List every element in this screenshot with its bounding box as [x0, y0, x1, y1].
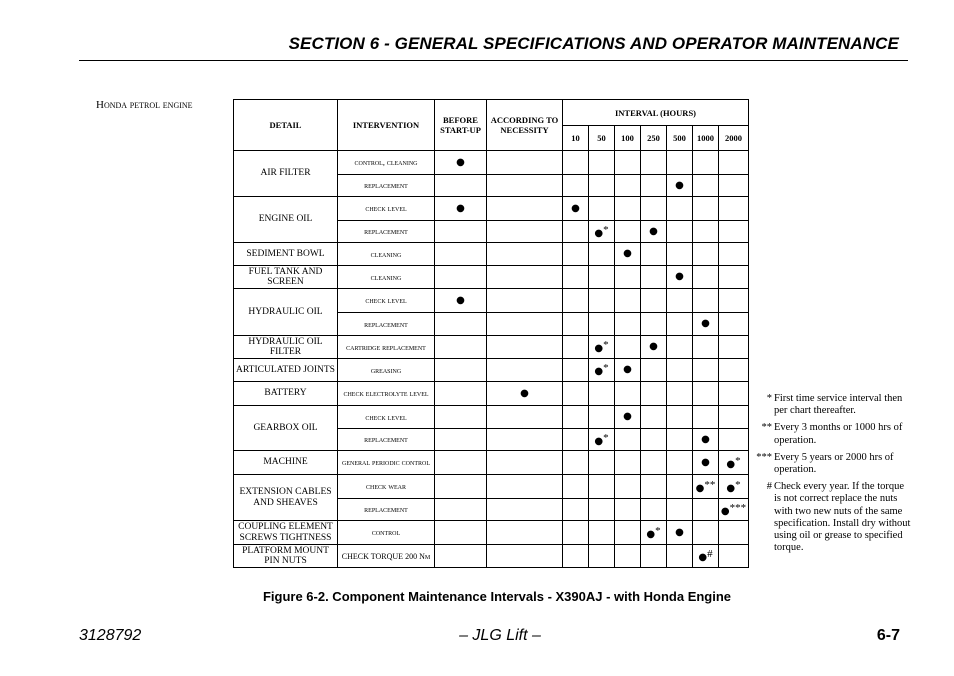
detail-cell: PLATFORM MOUNT PIN NUTS	[234, 545, 338, 568]
table-row	[234, 289, 749, 313]
intervention-cell: check level	[338, 289, 435, 313]
intervention-cell: general periodic control	[338, 451, 435, 475]
interval-mark-cell	[693, 499, 719, 521]
interval-mark-cell	[563, 313, 589, 336]
interval-mark-cell	[641, 289, 667, 313]
interval-mark-cell	[615, 151, 641, 175]
interval-mark-cell: ●*	[719, 451, 749, 475]
interval-mark-cell: ●*	[589, 429, 615, 451]
interval-mark-cell	[487, 336, 563, 359]
interval-mark-cell	[719, 313, 749, 336]
interval-mark-cell	[563, 175, 589, 197]
interval-mark-cell	[667, 406, 693, 429]
interval-mark-cell	[667, 429, 693, 451]
table-row	[234, 359, 749, 382]
interval-header-cell: 100	[615, 126, 641, 151]
intervention-cell: replacement	[338, 221, 435, 243]
interval-mark-cell: ●**	[693, 475, 719, 499]
interval-mark-cell	[667, 451, 693, 475]
footnote-text: Every 5 years or 2000 hrs of operation.	[774, 451, 894, 476]
interval-mark-cell	[435, 499, 487, 521]
interval-mark-cell	[589, 197, 615, 221]
interval-mark-cell	[719, 359, 749, 382]
table-row	[234, 243, 749, 266]
interval-mark-cell	[693, 289, 719, 313]
interval-mark-cell	[563, 499, 589, 521]
interval-mark-cell	[589, 382, 615, 406]
interval-mark-cell: ●*	[641, 521, 667, 545]
interval-mark-cell: ●	[693, 313, 719, 336]
interval-mark-cell: ●	[563, 197, 589, 221]
interval-mark-cell	[563, 406, 589, 429]
interval-mark-cell: ●*	[589, 359, 615, 382]
table-row	[234, 451, 749, 475]
intervention-cell: cartridge replacement	[338, 336, 435, 359]
col-header-according-to-necessity: ACCORDING TO NECESSITY	[487, 100, 563, 151]
detail-cell: GEARBOX OIL	[234, 406, 338, 451]
interval-mark-cell	[641, 382, 667, 406]
interval-mark-cell	[667, 289, 693, 313]
intervention-cell: replacement	[338, 429, 435, 451]
interval-mark-cell	[563, 221, 589, 243]
interval-mark-cell	[667, 243, 693, 266]
interval-mark-cell	[487, 359, 563, 382]
footnote-mark: ***	[756, 451, 772, 463]
interval-mark-cell	[719, 289, 749, 313]
interval-mark-cell	[435, 243, 487, 266]
interval-mark-cell	[435, 521, 487, 545]
footnote-mark: *	[766, 393, 772, 404]
interval-mark-cell: ●	[615, 359, 641, 382]
interval-mark-cell	[693, 151, 719, 175]
interval-mark-cell	[589, 475, 615, 499]
footnote-text: First time service interval then per chart thereafter.	[774, 393, 903, 417]
interval-mark-cell	[719, 266, 749, 289]
table-row	[234, 475, 749, 499]
interval-mark-cell	[615, 313, 641, 336]
interval-mark-cell	[641, 266, 667, 289]
interval-mark-cell	[487, 151, 563, 175]
header-divider	[79, 60, 908, 61]
interval-mark-cell	[487, 175, 563, 197]
interval-mark-cell: ●*	[719, 475, 749, 499]
footnote-text: Every 3 months or 1000 hrs of operation.	[774, 422, 903, 446]
interval-mark-cell: ●	[435, 197, 487, 221]
interval-mark-cell: ●	[667, 521, 693, 545]
interval-mark-cell	[435, 175, 487, 197]
interval-mark-cell	[563, 429, 589, 451]
interval-mark-cell: ●	[641, 221, 667, 243]
interval-mark-cell	[641, 406, 667, 429]
footer-center-text: – JLG Lift –	[459, 627, 541, 644]
interval-mark-cell	[487, 545, 563, 568]
interval-mark-cell	[693, 406, 719, 429]
interval-mark-cell	[615, 289, 641, 313]
detail-cell: HYDRAULIC OIL	[234, 289, 338, 336]
table-row	[234, 406, 749, 429]
interval-mark-cell	[719, 197, 749, 221]
interval-mark-cell	[615, 521, 641, 545]
detail-cell: ENGINE OIL	[234, 197, 338, 243]
interval-header-cell: 250	[641, 126, 667, 151]
interval-mark-cell	[693, 221, 719, 243]
footnote-text: Check every year. If the torque is not correct replace the nuts with two new nuts of the same specification. Install dry without using oil or grease to specified torque.	[774, 481, 911, 554]
interval-mark-cell	[615, 475, 641, 499]
interval-mark-cell	[667, 336, 693, 359]
interval-mark-cell	[641, 451, 667, 475]
interval-mark-cell	[615, 429, 641, 451]
detail-cell: AIR FILTER	[234, 151, 338, 197]
interval-mark-cell	[563, 243, 589, 266]
detail-cell: HYDRAULIC OIL FILTER	[234, 336, 338, 359]
interval-mark-cell	[435, 406, 487, 429]
interval-mark-cell	[693, 197, 719, 221]
footnote	[752, 422, 912, 446]
interval-mark-cell	[693, 266, 719, 289]
interval-mark-cell: ●	[487, 382, 563, 406]
footnote-mark: #	[766, 481, 772, 493]
col-header-intervention: INTERVENTION	[338, 100, 435, 151]
interval-mark-cell	[487, 499, 563, 521]
interval-mark-cell	[589, 313, 615, 336]
interval-mark-cell	[563, 475, 589, 499]
interval-mark-cell	[589, 451, 615, 475]
page-number: 6-7	[876, 627, 900, 644]
interval-mark-cell	[615, 499, 641, 521]
interval-mark-cell	[487, 313, 563, 336]
interval-header-cell: 2000	[719, 126, 749, 151]
interval-mark-cell	[563, 359, 589, 382]
interval-mark-cell	[563, 521, 589, 545]
interval-mark-cell	[615, 382, 641, 406]
document-number: 3128792	[79, 627, 142, 644]
interval-mark-cell: ●	[615, 406, 641, 429]
interval-mark-cell	[435, 429, 487, 451]
table-row	[234, 197, 749, 221]
intervention-cell: check electrolyte level	[338, 382, 435, 406]
interval-mark-cell	[589, 499, 615, 521]
interval-mark-cell	[435, 336, 487, 359]
interval-mark-cell	[487, 451, 563, 475]
interval-mark-cell	[693, 175, 719, 197]
interval-mark-cell	[641, 475, 667, 499]
interval-mark-cell	[641, 545, 667, 568]
interval-mark-cell	[589, 151, 615, 175]
intervention-cell: cleaning	[338, 266, 435, 289]
intervention-cell: CHECK TORQUE 200 Nm	[338, 545, 435, 568]
detail-cell: MACHINE	[234, 451, 338, 475]
interval-mark-cell	[667, 151, 693, 175]
interval-mark-cell	[487, 475, 563, 499]
interval-mark-cell	[667, 499, 693, 521]
interval-mark-cell	[615, 451, 641, 475]
figure-caption: Figure 6-2. Component Maintenance Intervals - X390AJ - with Honda Engine	[262, 589, 732, 604]
interval-mark-cell: ●#	[693, 545, 719, 568]
interval-header-cell: 10	[563, 126, 589, 151]
interval-mark-cell	[615, 266, 641, 289]
interval-mark-cell	[589, 266, 615, 289]
interval-mark-cell	[719, 221, 749, 243]
interval-mark-cell	[719, 151, 749, 175]
interval-mark-cell	[719, 429, 749, 451]
table-row	[234, 266, 749, 289]
interval-mark-cell	[487, 521, 563, 545]
interval-mark-cell	[487, 429, 563, 451]
col-header-interval: INTERVAL (HOURS)	[563, 100, 749, 126]
footnotes	[752, 393, 912, 559]
detail-cell: FUEL TANK AND SCREEN	[234, 266, 338, 289]
interval-mark-cell: ●	[693, 429, 719, 451]
interval-mark-cell	[435, 451, 487, 475]
interval-mark-cell	[435, 266, 487, 289]
footnote	[752, 481, 912, 554]
interval-mark-cell	[667, 313, 693, 336]
interval-header-cell: 50	[589, 126, 615, 151]
intervention-cell: control	[338, 521, 435, 545]
interval-mark-cell: ●***	[719, 499, 749, 521]
col-header-detail: DETAIL	[234, 100, 338, 151]
interval-mark-cell	[487, 266, 563, 289]
detail-cell: COUPLING ELEMENT SCREWS TIGHTNESS	[234, 521, 338, 545]
table-row	[234, 151, 749, 175]
interval-mark-cell	[719, 175, 749, 197]
table-label: Honda petrol engine	[96, 99, 193, 111]
intervention-cell: replacement	[338, 175, 435, 197]
interval-mark-cell: ●	[667, 175, 693, 197]
interval-mark-cell	[435, 313, 487, 336]
interval-mark-cell	[435, 545, 487, 568]
interval-mark-cell	[615, 175, 641, 197]
detail-cell: ARTICULATED JOINTS	[234, 359, 338, 382]
table-row	[234, 382, 749, 406]
footnote	[752, 393, 912, 417]
intervention-cell: check level	[338, 406, 435, 429]
interval-mark-cell	[589, 243, 615, 266]
intervention-cell: greasing	[338, 359, 435, 382]
interval-mark-cell	[487, 289, 563, 313]
interval-mark-cell	[589, 521, 615, 545]
interval-mark-cell	[719, 382, 749, 406]
interval-mark-cell	[719, 243, 749, 266]
interval-mark-cell	[641, 499, 667, 521]
detail-cell: SEDIMENT BOWL	[234, 243, 338, 266]
interval-mark-cell: ●*	[589, 336, 615, 359]
interval-mark-cell	[615, 545, 641, 568]
interval-mark-cell	[615, 221, 641, 243]
interval-mark-cell	[589, 175, 615, 197]
detail-cell: BATTERY	[234, 382, 338, 406]
interval-mark-cell: ●	[693, 451, 719, 475]
interval-mark-cell	[435, 359, 487, 382]
interval-mark-cell	[641, 429, 667, 451]
table-row	[234, 545, 749, 568]
interval-header-cell: 1000	[693, 126, 719, 151]
interval-mark-cell	[693, 243, 719, 266]
interval-mark-cell	[667, 382, 693, 406]
interval-mark-cell	[487, 406, 563, 429]
interval-mark-cell	[435, 475, 487, 499]
interval-mark-cell	[641, 175, 667, 197]
interval-mark-cell	[487, 221, 563, 243]
interval-mark-cell	[563, 266, 589, 289]
interval-mark-cell	[563, 151, 589, 175]
interval-mark-cell: ●	[435, 151, 487, 175]
interval-mark-cell	[563, 451, 589, 475]
table-row	[234, 521, 749, 545]
interval-mark-cell: ●	[641, 336, 667, 359]
interval-mark-cell	[641, 151, 667, 175]
interval-mark-cell	[693, 382, 719, 406]
section-title: SECTION 6 - GENERAL SPECIFICATIONS AND OPERATOR MAINTENANCE	[288, 34, 899, 53]
interval-mark-cell	[487, 243, 563, 266]
intervention-cell: check level	[338, 197, 435, 221]
interval-header-cell: 500	[667, 126, 693, 151]
interval-mark-cell	[435, 221, 487, 243]
interval-mark-cell	[563, 289, 589, 313]
interval-mark-cell	[589, 289, 615, 313]
interval-mark-cell	[693, 359, 719, 382]
interval-mark-cell	[615, 197, 641, 221]
interval-mark-cell	[719, 545, 749, 568]
interval-mark-cell	[615, 336, 641, 359]
interval-mark-cell	[435, 382, 487, 406]
interval-mark-cell	[589, 545, 615, 568]
footnote	[752, 452, 912, 476]
interval-mark-cell	[693, 521, 719, 545]
interval-mark-cell: ●*	[589, 221, 615, 243]
interval-mark-cell	[719, 336, 749, 359]
interval-mark-cell: ●	[435, 289, 487, 313]
intervention-cell: cleaning	[338, 243, 435, 266]
interval-mark-cell	[667, 197, 693, 221]
interval-mark-cell	[667, 475, 693, 499]
col-header-before-startup: BEFORE START-UP	[435, 100, 487, 151]
interval-mark-cell	[563, 336, 589, 359]
interval-mark-cell	[641, 313, 667, 336]
interval-mark-cell	[719, 521, 749, 545]
intervention-cell: replacement	[338, 499, 435, 521]
interval-mark-cell	[641, 197, 667, 221]
interval-mark-cell: ●	[615, 243, 641, 266]
interval-mark-cell	[589, 406, 615, 429]
interval-mark-cell	[667, 359, 693, 382]
intervention-cell: check wear	[338, 475, 435, 499]
detail-cell: EXTENSION CABLES AND SHEAVES	[234, 475, 338, 521]
intervention-cell: replacement	[338, 313, 435, 336]
interval-mark-cell	[693, 336, 719, 359]
interval-mark-cell	[487, 197, 563, 221]
maintenance-interval-table	[233, 99, 749, 568]
interval-mark-cell	[563, 545, 589, 568]
interval-mark-cell	[667, 221, 693, 243]
table-row	[234, 336, 749, 359]
interval-mark-cell	[719, 406, 749, 429]
footnote-mark: **	[761, 422, 772, 434]
interval-mark-cell	[641, 243, 667, 266]
interval-mark-cell: ●	[667, 266, 693, 289]
interval-mark-cell	[563, 382, 589, 406]
interval-mark-cell	[667, 545, 693, 568]
intervention-cell: control, cleaning	[338, 151, 435, 175]
interval-mark-cell	[641, 359, 667, 382]
